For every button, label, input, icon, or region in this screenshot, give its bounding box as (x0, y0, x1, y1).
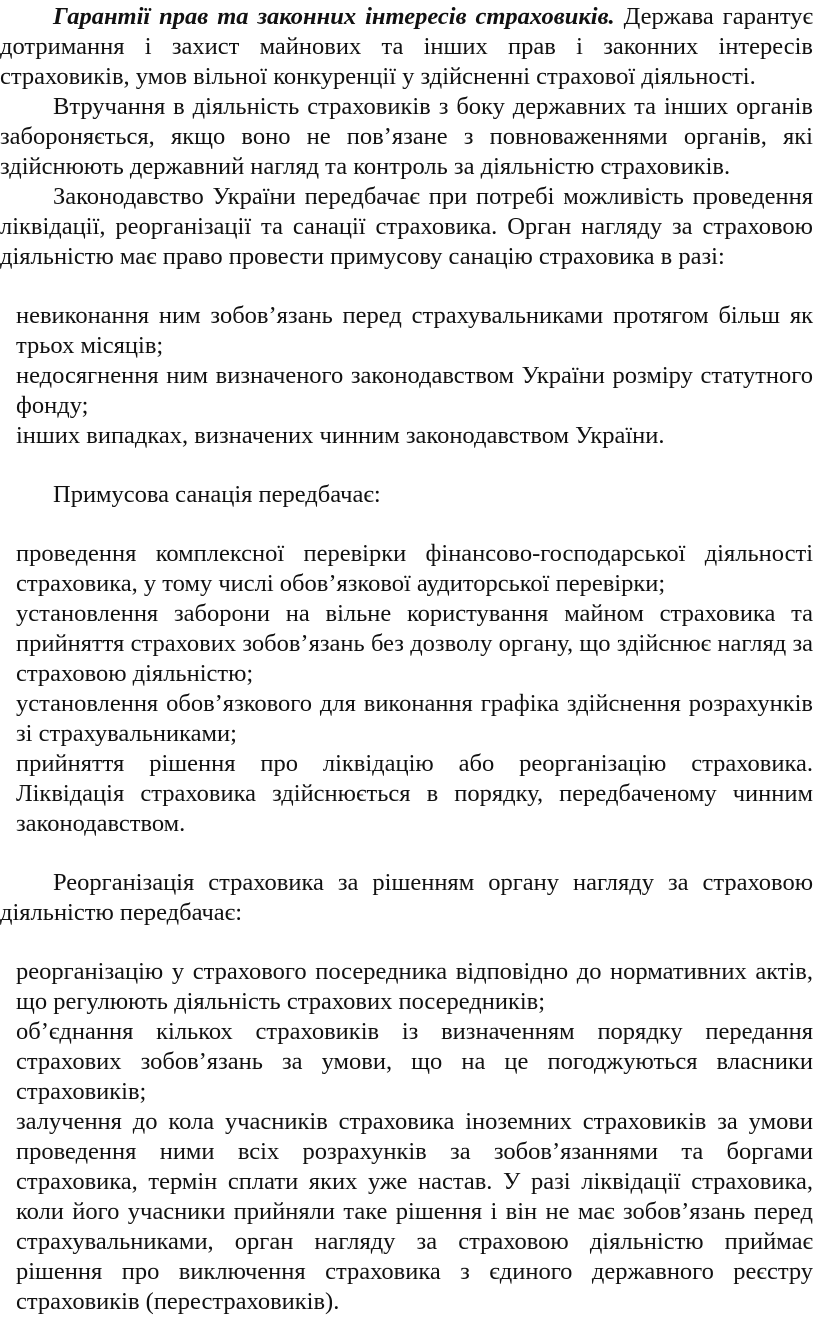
spacer (0, 272, 813, 301)
paragraph-forced-sanation: Примусова санація передбачає: (53, 481, 381, 508)
list-item: залучення до кола учасників страховика іноземних страховиків за умови проведення ними всіх розрахунків за зобов’язаннями та боргами страховика, термін сплати яких уже настав. У разі ліквідації страховика, коли його учасники прийняли таке рішення і він не має зобов’язань перед страхувальниками, орган нагляду за страховою діяльністю приймає рішення про виключення страховика з єдиного державного реєстру страховиків (перестраховиків). (16, 1108, 813, 1315)
list-item: невиконання ним зобов’язань перед страхувальниками протягом більш як трьох місяців; (16, 302, 813, 359)
sanation-measures-list (0, 539, 813, 839)
list-item: прийняття рішення про ліквідацію або реорганізацію страховика. Ліквідація страховика здійснюється в порядку, передбаченому чинним законодавством. (16, 750, 813, 837)
paragraph-reorganization: Реорганізація страховика за рішенням органу нагляду за страховою діяльністю передбачає: (0, 869, 813, 926)
spacer (0, 839, 813, 868)
list-item: недосягнення ним визначеного законодавством України розміру статутного фонду; (16, 362, 813, 419)
list-item: проведення комплексної перевірки фінансово-господарської діяльності страховика, у тому числі обов’язкової аудиторської перевірки; (16, 540, 813, 597)
list-item: інших випадках, визначених чинним законодавством України. (16, 422, 665, 449)
paragraph-guarantees (0, 0, 813, 92)
sanation-grounds-list (0, 301, 813, 451)
list-item: установлення заборони на вільне користування майном страховика та прийняття страхових зобов’язань без дозволу органу, що здійснює нагляд за страховою діяльністю; (16, 600, 813, 687)
spacer (0, 451, 813, 480)
list-item: реорганізацію у страхового посередника відповідно до нормативних актів, що регулюють діяльність страхових посередників; (16, 958, 813, 1015)
paragraph-legislation: Законодавство України передбачає при потребі можливість проведення ліквідації, реорганізації та санації страховика. Орган нагляду за страховою діяльністю має право провести примусову санацію страховика в разі: (0, 183, 813, 270)
list-item: установлення обов’язкового для виконання графіка здійснення розрахунків зі страхувальниками; (16, 690, 813, 747)
list-item: об’єднання кількох страховиків із визначенням порядку передання страхових зобов’язань за умови, що на це погоджуються власники страховиків; (16, 1018, 813, 1105)
paragraph-guarantees-text: Держава гарантує дотримання і захист майнових та інших прав і законних інтересів страховиків, умов вільної конкуренції у здійсненні страхової діяльності. (0, 3, 813, 90)
paragraph-lead-heading: Гарантії прав та законних інтересів страховиків. (53, 3, 615, 30)
spacer (0, 510, 813, 539)
paragraph-interference: Втручання в діяльність страховиків з боку державних та інших органів забороняється, якщо воно не пов’язане з повноваженнями органів, які здійснюють державний нагляд та контроль за діяльністю страховиків. (0, 93, 813, 180)
spacer (0, 928, 813, 957)
reorganization-measures-list (0, 957, 813, 1317)
